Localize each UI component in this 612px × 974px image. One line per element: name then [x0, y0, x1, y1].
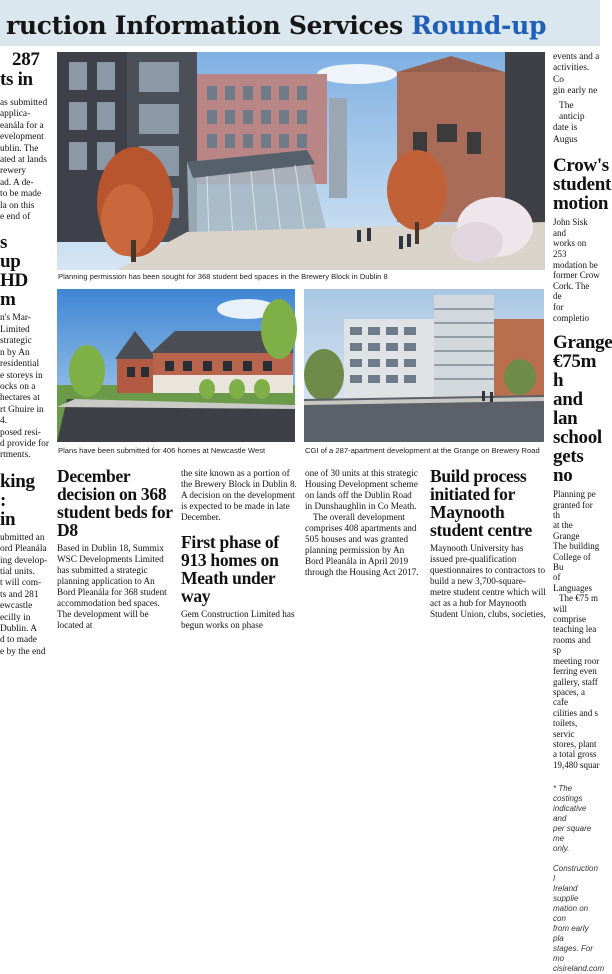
left-column: [0, 46, 52, 657]
article-1-body: Based in Dublin 18, Summix WSC Developments Limited has submitted a strategic planning application to An Bord Pleanála for 368 student accommodation bed spaces. The development will be located at: [57, 543, 167, 630]
newcastle-west-illustration: [57, 289, 295, 442]
right-body-top2: The anticip date is Augus: [553, 100, 585, 145]
grange-body: Planning pe granted for th at the Grange The building College of Bu of Languages The €75 m will comprise teaching lea rooms and sp meeting roor ferring even gallery, staff spaces, a cafe cilities and s toilets, servic stores, plant a total gross 19,480 squar: [553, 489, 600, 770]
caption-main: Planning permission has been sought for 368 student bed spaces in the Brewery Block in Dublin 8: [58, 272, 388, 281]
left-body-3: ubmitted an ord Pleanála ing develop- tial units. t will com- ts and 281 ewcastle ecilly in Dublin. A d to made e by the end: [0, 532, 48, 657]
article-2-body-2: Gem Construction Limited has begun works on phase: [181, 609, 295, 630]
page-header: [0, 0, 600, 46]
right-body-top: events and a activities. Co gin early ne: [553, 52, 600, 97]
article-2-body-1: the site known as a portion of the Brewery Block in Dublin 8. A decision on the development is expected to be made in late December.: [181, 468, 297, 522]
caption-left: Plans have been submitted for 406 homes at Newcastle West: [58, 446, 266, 455]
article-4-headline: Build process initiated for Maynooth student centre: [430, 466, 532, 540]
article-col-4: [430, 466, 546, 619]
left-headline-3: king : in: [0, 470, 35, 530]
article-3-body-2: The overall development comprises 408 apartments and 505 houses and was granted planning permission by An Bord Pleanála in April 2019 through the Housing Act 2017.: [305, 512, 419, 577]
grange-illustration: [304, 289, 544, 442]
right-column: [553, 52, 612, 974]
article-4-body: Maynooth University has issued pre-qualification questionnaires to contractors to build a new 3,700-square-metre student centre which will act as a hub for Maynooth Student Union, clubs, societies,: [430, 543, 546, 619]
newcastle-west-render: [57, 289, 295, 442]
crows-body: John Sisk and works on 253 modation be former Crow Cork. The de for completio: [553, 217, 600, 323]
left-body-2: n's Mar- Limited strategic n by An residential e storeys in ocks on a hectares at rt Ghuire in 4. posed resi- d provide for rtments.: [0, 313, 49, 461]
crows-headline: Crow's student motion: [553, 155, 612, 215]
article-col-1: [57, 466, 173, 630]
article-1-headline: December decision on 368 student beds for D8: [57, 466, 173, 540]
article-col-2: [181, 468, 297, 630]
page-title: ruction Information Services Round-up: [6, 11, 547, 40]
cis-note: Construction I Ireland supplie mation on con from early pla stages. For mo cisireland.com: [553, 864, 605, 974]
article-col-3: [305, 468, 421, 600]
grange-headline: Grange €75m h and lan school gets no: [553, 332, 612, 487]
brewery-block-render: [57, 52, 545, 270]
left-body-1: as submitted applica- eanála for a evelopment ublin. The ated at lands rewery ad. A de- to be made la on this e end of: [0, 98, 48, 223]
left-headline-1: 287 ts in: [0, 49, 40, 90]
left-headline-2: s up HD m: [0, 232, 28, 311]
grange-render: [304, 289, 544, 442]
costings-note: * The costings indicative and per square me only.: [553, 784, 592, 854]
title-accent: Round-up: [411, 11, 547, 40]
article-3-body-1: one of 30 units at this strategic Housing Development scheme on lands off the Dublin Road in Dunshaughlin in Co Meath.: [305, 468, 418, 511]
article-2-headline: First phase of 913 homes on Meath under way: [181, 532, 279, 606]
caption-right: CGI of a 287-apartment development at the Grange on Brewery Road: [305, 446, 540, 455]
brewery-block-illustration: [57, 52, 545, 270]
